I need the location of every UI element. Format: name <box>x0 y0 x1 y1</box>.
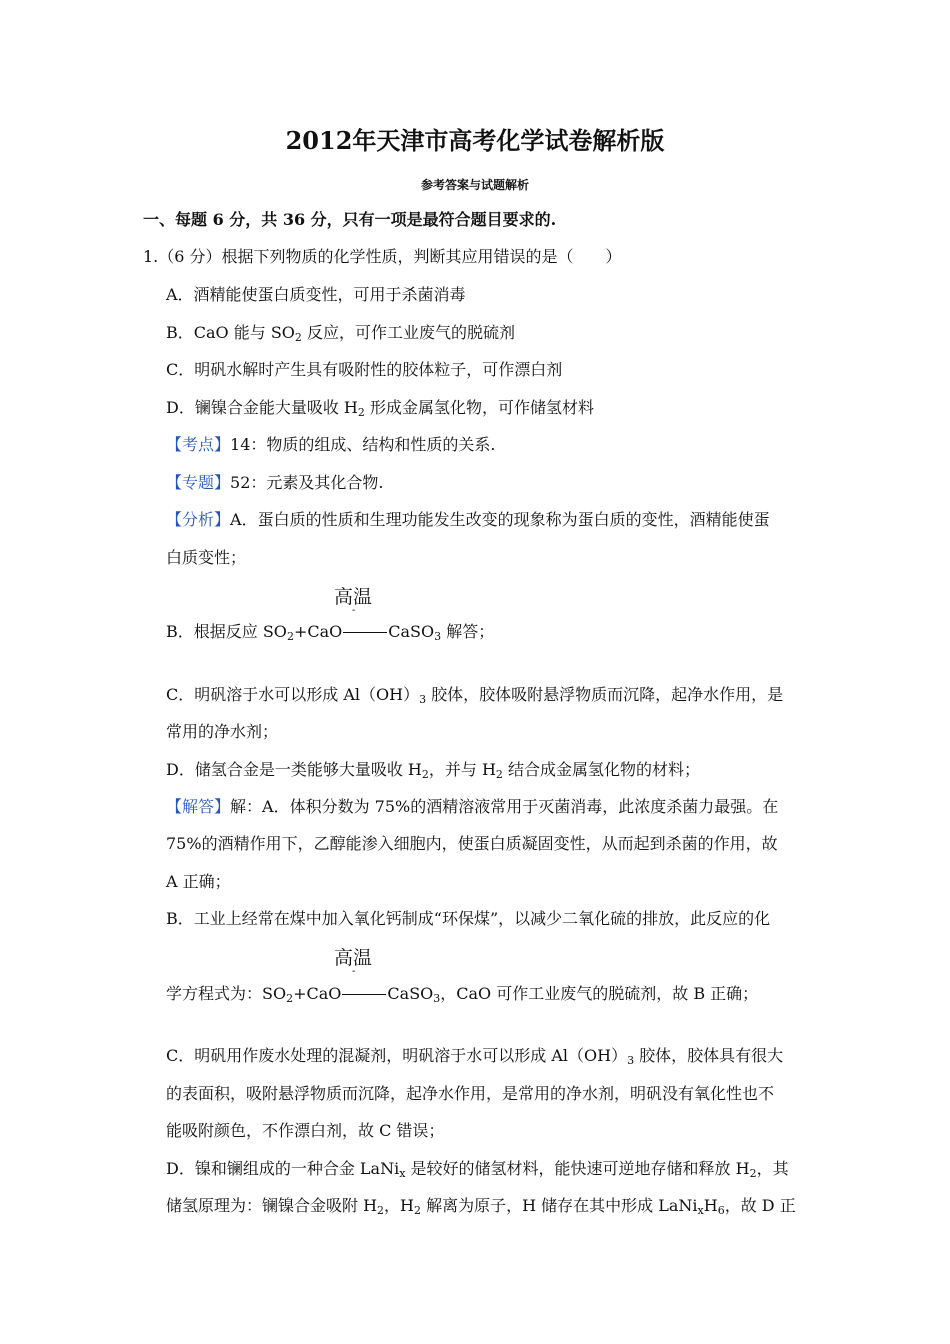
page-title: 2012年天津市高考化学试卷解析版 <box>285 126 665 155</box>
option-c: C．明矾水解时产生具有吸附性的胶体粒子，可作漂白剂 <box>166 360 563 379</box>
kaodian-tag: 【考点】 <box>166 435 231 454</box>
option-d: D．镧镍合金能大量吸收 $H_2$ 形成金属氢化物，可作储氢材料 <box>166 398 594 419</box>
answer-a-line1: 【解答】解：A．体积分数为 75%的酒精溶液常用于灭菌消毒，此浓度杀菌力最强。在 <box>166 797 779 816</box>
zhuanti-tag: 【专题】 <box>166 473 231 492</box>
analysis-a-line1: 【分析】A．蛋白质的性质和生理功能发生改变的现象称为蛋白质的变性，酒精能使蛋 <box>166 510 770 529</box>
analysis-b-equation: B．根据反应 $SO_2+CaO$ CaSO$_3$ 解答； <box>166 622 495 643</box>
answer-a-line2: 75%的酒精作用下，乙醇能渗入细胞内，使蛋白质凝固变性，从而起到杀菌的作用，故 <box>166 834 778 853</box>
analysis-c-line1: C．明矾溶于水可以形成 $Al(OH)_3$ 胶体，胶体吸附悬浮物质而沉降，起净水作用，是 <box>166 685 784 706</box>
analysis-a-line2: 白质变性； <box>166 548 247 567</box>
kaodian: 【考点】14：物质的组成、结构和性质的关系. <box>166 435 496 454</box>
answer-tag: 【解答】 <box>166 797 231 816</box>
answer-reaction-condition: 高温 <box>334 947 373 969</box>
analysis-d-line: D．储氢合金是一类能够大量吸收 $H_2$，并与 $H_2$ 结合成金属氢化物的材料； <box>166 760 701 781</box>
analysis-c-line2: 常用的净水剂； <box>166 722 279 741</box>
condition-dash: - <box>352 605 356 616</box>
answer-c-line2: 的表面积，吸附悬浮物质而沉降，起净水作用，是常用的净水剂，明矾没有氧化性也不 <box>166 1084 775 1103</box>
analysis-reaction-condition: 高温 <box>334 586 373 608</box>
zhuanti: 【专题】52：元素及其化合物. <box>166 473 384 492</box>
option-a: A．酒精能使蛋白质变性，可用于杀菌消毒 <box>166 285 466 304</box>
section-heading: 一、每题 6 分，共 36 分，只有一项是最符合题目要求的. <box>143 210 557 229</box>
answer-d-line2: 储氢原理为：镧镍合金吸附 $H_2$，$H_2$ 解离为原子，H 储存在其中形成 $LaNi_xH_6$，故 D 正 <box>166 1196 796 1217</box>
question-stem: 1.（6 分）根据下列物质的化学性质，判断其应用错误的是（ ） <box>143 247 622 266</box>
answer-b-equation: 学方程式为：$SO_2+CaO$ CaSO$_3$，CaO 可作工业废气的脱硫剂，故 B 正确； <box>166 984 759 1005</box>
answer-b-line1: B．工业上经常在煤中加入氧化钙制成“环保煤”，以减少二氧化硫的排放，此反应的化 <box>166 909 771 928</box>
reaction-arrow <box>343 632 387 633</box>
option-b: B．CaO 能与 $SO_2$ 反应，可作工业废气的脱硫剂 <box>166 323 516 344</box>
answer-c-line1: C．明矾用作废水处理的混凝剂，明矾溶于水可以形成 $Al(OH)_3$ 胶体，胶体具有很大 <box>166 1046 784 1067</box>
answer-a-line3: A 正确； <box>166 872 231 891</box>
answer-d-line1: D．镍和镧组成的一种合金 LaNi$_x$ 是较好的储氢材料，能快速可逆地存储和释放 $H_2$，其 <box>166 1159 789 1180</box>
reaction-arrow <box>342 994 386 995</box>
analysis-tag: 【分析】 <box>166 510 231 529</box>
condition-dash: - <box>352 966 356 977</box>
page-subtitle: 参考答案与试题解析 <box>420 178 529 192</box>
answer-c-line3: 能吸附颜色，不作漂白剂，故 C 错误； <box>166 1121 445 1140</box>
